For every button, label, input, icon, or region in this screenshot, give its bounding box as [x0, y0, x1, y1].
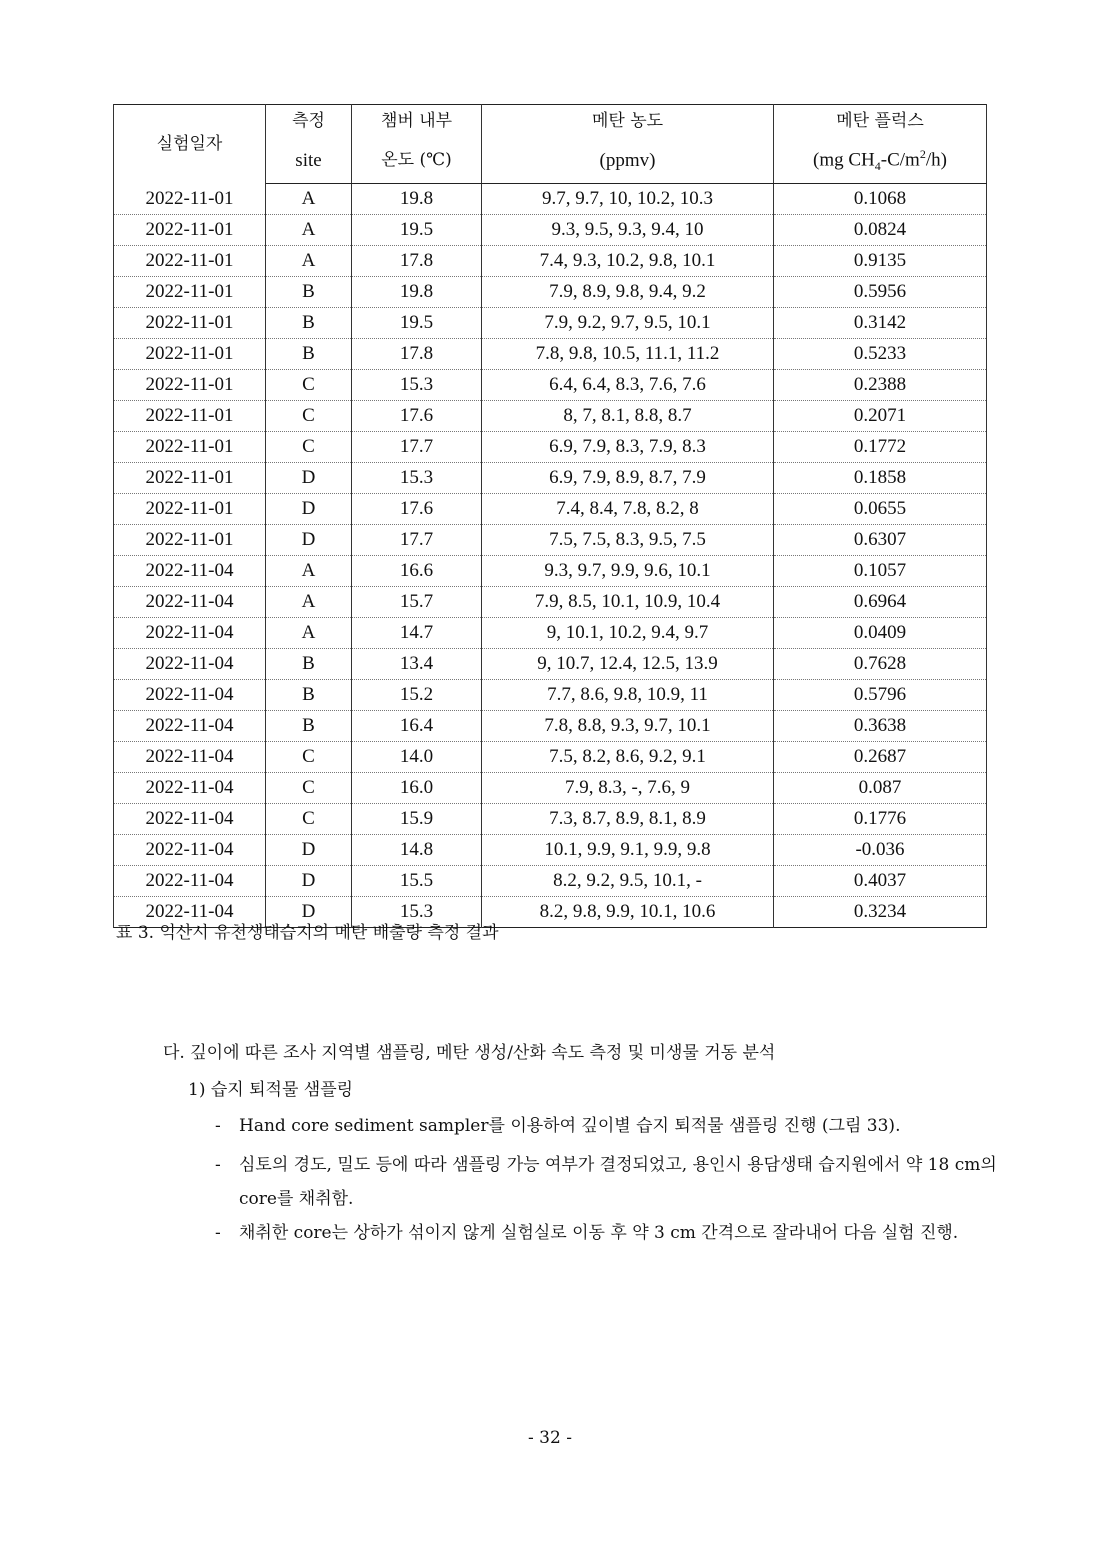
- header-conc-line2: (ppmv): [482, 138, 774, 184]
- cell-conc: 7.9, 8.9, 9.8, 9.4, 9.2: [482, 277, 774, 308]
- methane-emission-table: [113, 104, 987, 928]
- cell-conc: 9.3, 9.5, 9.3, 9.4, 10: [482, 215, 774, 246]
- cell-conc: 9, 10.1, 10.2, 9.4, 9.7: [482, 618, 774, 649]
- cell-temp: 13.4: [352, 649, 482, 680]
- cell-conc: 9, 10.7, 12.4, 12.5, 13.9: [482, 649, 774, 680]
- flux-unit-sup: 2: [919, 147, 926, 161]
- cell-temp: 15.3: [352, 897, 482, 928]
- header-temp-line1: 챔버 내부: [352, 105, 482, 139]
- table-body: [114, 184, 987, 928]
- cell-flux: 0.0409: [774, 618, 987, 649]
- table-row: [114, 556, 987, 587]
- cell-temp: 19.8: [352, 277, 482, 308]
- cell-temp: 15.5: [352, 866, 482, 897]
- cell-flux: 0.1772: [774, 432, 987, 463]
- cell-temp: 17.8: [352, 246, 482, 277]
- bullet-dash: -: [215, 1155, 221, 1175]
- cell-site: C: [266, 370, 352, 401]
- cell-site: B: [266, 308, 352, 339]
- flux-unit-mid: -C/m: [880, 149, 920, 171]
- cell-date: 2022-11-01: [114, 215, 266, 246]
- cell-flux: 0.1776: [774, 804, 987, 835]
- table-header-row: [114, 105, 987, 139]
- cell-date: 2022-11-01: [114, 370, 266, 401]
- cell-temp: 14.8: [352, 835, 482, 866]
- cell-temp: 16.4: [352, 711, 482, 742]
- cell-temp: 16.0: [352, 773, 482, 804]
- cell-conc: 6.9, 7.9, 8.9, 8.7, 7.9: [482, 463, 774, 494]
- section-heading: 다. 깊이에 따른 조사 지역별 샘플링, 메탄 생성/산화 속도 측정 및 미생물 거동 분석: [163, 1043, 776, 1063]
- cell-flux: 0.7628: [774, 649, 987, 680]
- bullet-text: 심토의 경도, 밀도 등에 따라 샘플링 가능 여부가 결정되었고, 용인시 용담생태 습지원에서 약 18 cm의 core를 채취함.: [239, 1155, 997, 1209]
- cell-flux: 0.1858: [774, 463, 987, 494]
- cell-conc: 7.5, 8.2, 8.6, 9.2, 9.1: [482, 742, 774, 773]
- cell-site: D: [266, 866, 352, 897]
- table-row: [114, 835, 987, 866]
- cell-site: C: [266, 432, 352, 463]
- cell-site: A: [266, 587, 352, 618]
- cell-conc: 7.8, 8.8, 9.3, 9.7, 10.1: [482, 711, 774, 742]
- header-date: 실험일자: [114, 105, 266, 184]
- bullet-dash: -: [215, 1116, 221, 1136]
- cell-flux: 0.3234: [774, 897, 987, 928]
- table-row: [114, 773, 987, 804]
- table-row: [114, 277, 987, 308]
- cell-conc: 7.9, 9.2, 9.7, 9.5, 10.1: [482, 308, 774, 339]
- cell-site: B: [266, 339, 352, 370]
- cell-site: D: [266, 494, 352, 525]
- cell-date: 2022-11-01: [114, 432, 266, 463]
- cell-date: 2022-11-04: [114, 773, 266, 804]
- cell-conc: 9.3, 9.7, 9.9, 9.6, 10.1: [482, 556, 774, 587]
- cell-date: 2022-11-04: [114, 897, 266, 928]
- table-row: [114, 339, 987, 370]
- flux-unit-prefix: (mg CH: [813, 149, 875, 171]
- cell-date: 2022-11-04: [114, 649, 266, 680]
- cell-date: 2022-11-01: [114, 401, 266, 432]
- cell-temp: 14.0: [352, 742, 482, 773]
- cell-flux: 0.6307: [774, 525, 987, 556]
- table-row: [114, 711, 987, 742]
- cell-date: 2022-11-04: [114, 804, 266, 835]
- cell-conc: 7.9, 8.5, 10.1, 10.9, 10.4: [482, 587, 774, 618]
- flux-unit-suffix: /h): [925, 149, 947, 171]
- cell-temp: 15.3: [352, 370, 482, 401]
- cell-date: 2022-11-04: [114, 835, 266, 866]
- cell-flux: 0.9135: [774, 246, 987, 277]
- cell-site: B: [266, 680, 352, 711]
- cell-flux: 0.3142: [774, 308, 987, 339]
- cell-conc: 7.5, 7.5, 8.3, 9.5, 7.5: [482, 525, 774, 556]
- cell-conc: 7.3, 8.7, 8.9, 8.1, 8.9: [482, 804, 774, 835]
- cell-site: A: [266, 184, 352, 215]
- table-row: [114, 804, 987, 835]
- cell-date: 2022-11-01: [114, 308, 266, 339]
- cell-conc: 7.8, 9.8, 10.5, 11.1, 11.2: [482, 339, 774, 370]
- page-number: - 32 -: [528, 1428, 572, 1448]
- table-row: [114, 308, 987, 339]
- sub-heading: 1) 습지 퇴적물 샘플링: [188, 1080, 354, 1100]
- cell-conc: 9.7, 9.7, 10, 10.2, 10.3: [482, 184, 774, 215]
- cell-flux: 0.2687: [774, 742, 987, 773]
- header-flux-line1: 메탄 플럭스: [774, 105, 987, 139]
- table-row: [114, 494, 987, 525]
- table-row: [114, 866, 987, 897]
- cell-conc: 7.9, 8.3, -, 7.6, 9: [482, 773, 774, 804]
- cell-conc: 10.1, 9.9, 9.1, 9.9, 9.8: [482, 835, 774, 866]
- cell-flux: 0.2388: [774, 370, 987, 401]
- cell-temp: 15.9: [352, 804, 482, 835]
- cell-site: D: [266, 897, 352, 928]
- cell-conc: 7.4, 8.4, 7.8, 8.2, 8: [482, 494, 774, 525]
- cell-date: 2022-11-01: [114, 246, 266, 277]
- cell-date: 2022-11-01: [114, 184, 266, 215]
- cell-site: A: [266, 246, 352, 277]
- cell-conc: 8.2, 9.8, 9.9, 10.1, 10.6: [482, 897, 774, 928]
- header-site-line1: 측정: [266, 105, 352, 139]
- cell-flux: 0.087: [774, 773, 987, 804]
- cell-date: 2022-11-01: [114, 494, 266, 525]
- cell-flux: 0.5233: [774, 339, 987, 370]
- cell-flux: 0.0824: [774, 215, 987, 246]
- cell-temp: 19.5: [352, 215, 482, 246]
- cell-flux: 0.4037: [774, 866, 987, 897]
- cell-conc: 8.2, 9.2, 9.5, 10.1, -: [482, 866, 774, 897]
- cell-site: C: [266, 742, 352, 773]
- cell-conc: 7.7, 8.6, 9.8, 10.9, 11: [482, 680, 774, 711]
- cell-temp: 17.7: [352, 525, 482, 556]
- cell-site: A: [266, 556, 352, 587]
- cell-date: 2022-11-04: [114, 618, 266, 649]
- cell-site: D: [266, 835, 352, 866]
- cell-flux: 0.5796: [774, 680, 987, 711]
- cell-date: 2022-11-01: [114, 339, 266, 370]
- cell-flux: 0.1068: [774, 184, 987, 215]
- table-row: [114, 525, 987, 556]
- cell-temp: 17.7: [352, 432, 482, 463]
- cell-temp: 15.2: [352, 680, 482, 711]
- cell-date: 2022-11-04: [114, 556, 266, 587]
- bullet-item: [215, 1148, 1000, 1216]
- flux-unit-sub: 4: [874, 159, 881, 174]
- bullet-item: [215, 1109, 1000, 1143]
- table-row: [114, 742, 987, 773]
- cell-date: 2022-11-04: [114, 711, 266, 742]
- cell-conc: 8, 7, 8.1, 8.8, 8.7: [482, 401, 774, 432]
- cell-site: A: [266, 618, 352, 649]
- cell-temp: 14.7: [352, 618, 482, 649]
- cell-conc: 6.9, 7.9, 8.3, 7.9, 8.3: [482, 432, 774, 463]
- cell-flux: 0.3638: [774, 711, 987, 742]
- cell-site: A: [266, 215, 352, 246]
- cell-site: D: [266, 463, 352, 494]
- bullet-item: [215, 1216, 1000, 1250]
- cell-site: B: [266, 711, 352, 742]
- bullet-dash: -: [215, 1223, 221, 1243]
- bullet-text: Hand core sediment sampler를 이용하여 깊이별 습지 퇴적물 샘플링 진행 (그림 33).: [239, 1116, 901, 1136]
- cell-date: 2022-11-01: [114, 463, 266, 494]
- cell-temp: 19.8: [352, 184, 482, 215]
- cell-temp: 15.3: [352, 463, 482, 494]
- cell-site: D: [266, 525, 352, 556]
- cell-date: 2022-11-01: [114, 525, 266, 556]
- table-row: [114, 649, 987, 680]
- header-flux-unit: [774, 138, 987, 184]
- cell-temp: 17.8: [352, 339, 482, 370]
- header-temp-line2: 온도 (℃): [352, 138, 482, 184]
- table-row: [114, 370, 987, 401]
- cell-temp: 17.6: [352, 494, 482, 525]
- table-row: [114, 680, 987, 711]
- table-row: [114, 184, 987, 215]
- cell-temp: 15.7: [352, 587, 482, 618]
- table-row: [114, 432, 987, 463]
- cell-flux: 0.1057: [774, 556, 987, 587]
- header-conc-line1: 메탄 농도: [482, 105, 774, 139]
- cell-site: C: [266, 804, 352, 835]
- cell-flux: -0.036: [774, 835, 987, 866]
- cell-date: 2022-11-04: [114, 587, 266, 618]
- table-caption: 표 3. 익산시 유천생태습지의 메탄 배출량 측정 결과: [116, 923, 499, 943]
- cell-flux: 0.6964: [774, 587, 987, 618]
- cell-date: 2022-11-04: [114, 866, 266, 897]
- cell-site: C: [266, 773, 352, 804]
- cell-conc: 7.4, 9.3, 10.2, 9.8, 10.1: [482, 246, 774, 277]
- cell-temp: 17.6: [352, 401, 482, 432]
- cell-flux: 0.0655: [774, 494, 987, 525]
- table-row: [114, 401, 987, 432]
- cell-date: 2022-11-04: [114, 742, 266, 773]
- table-row: [114, 463, 987, 494]
- cell-conc: 6.4, 6.4, 8.3, 7.6, 7.6: [482, 370, 774, 401]
- table-row: [114, 215, 987, 246]
- bullet-text: 채취한 core는 상하가 섞이지 않게 실험실로 이동 후 약 3 cm 간격으로 잘라내어 다음 실험 진행.: [239, 1223, 959, 1243]
- cell-site: C: [266, 401, 352, 432]
- cell-site: B: [266, 649, 352, 680]
- table-row: [114, 587, 987, 618]
- cell-date: 2022-11-04: [114, 680, 266, 711]
- cell-flux: 0.2071: [774, 401, 987, 432]
- table-row: [114, 618, 987, 649]
- header-site-line2: site: [266, 138, 352, 184]
- cell-flux: 0.5956: [774, 277, 987, 308]
- cell-site: B: [266, 277, 352, 308]
- cell-temp: 16.6: [352, 556, 482, 587]
- cell-date: 2022-11-01: [114, 277, 266, 308]
- table-row: [114, 246, 987, 277]
- cell-temp: 19.5: [352, 308, 482, 339]
